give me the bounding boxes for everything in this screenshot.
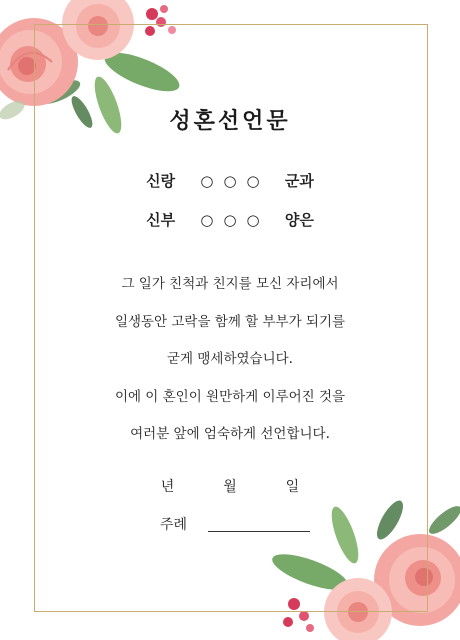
- bride-name-placeholder: ○○○: [200, 211, 270, 229]
- bride-line: [0, 209, 460, 230]
- declaration-line: 일생동안 고락을 함께 할 부부가 되기를: [114, 313, 346, 330]
- groom-name-placeholder: ○○○: [200, 172, 270, 190]
- bride-suffix: 양은: [284, 211, 314, 229]
- year-label: 년: [160, 479, 175, 495]
- officiant-label: 주례: [160, 517, 188, 533]
- bride-role-label: 신부: [146, 211, 176, 229]
- groom-suffix: 군과: [284, 172, 314, 190]
- declaration-line: 여러분 앞에 엄숙하게 선언합니다.: [130, 426, 330, 442]
- date-line: [0, 476, 460, 496]
- declaration-line: 이에 이 혼인이 원만하게 이루어진 것을: [114, 388, 346, 405]
- declaration-line: 굳게 맹세하였습니다.: [167, 351, 293, 367]
- declaration-body: [0, 266, 460, 454]
- signature-line: [208, 531, 310, 532]
- groom-line: [0, 170, 460, 191]
- declaration-line: 그 일가 친척과 친지를 모신 자리에서: [121, 276, 339, 292]
- officiant-signature: [160, 514, 310, 534]
- groom-role-label: 신랑: [146, 172, 176, 190]
- document-title: 성혼선언문: [169, 109, 291, 134]
- month-label: 월: [223, 479, 237, 495]
- day-label: 일: [285, 479, 300, 495]
